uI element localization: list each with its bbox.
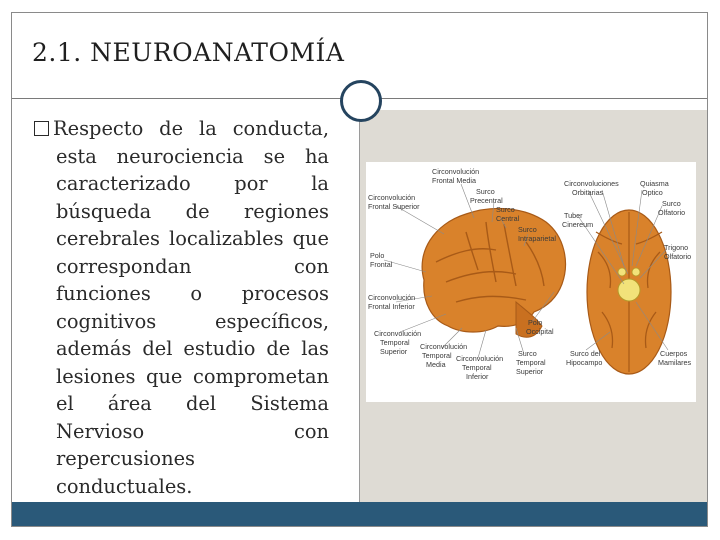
label-circ-temporal-superior: Circonvolución Temporal Superior — [374, 329, 422, 356]
brain-figure — [366, 162, 696, 402]
label-circ-frontal-media: Circonvolución Frontal Media — [432, 167, 480, 185]
label-surco-central: Surco Central — [496, 205, 520, 223]
bullet-paragraph — [34, 115, 329, 500]
slide-title: 2.1. NEUROANATOMÍA — [32, 38, 345, 67]
label-surco-temporal-superior: Surco Temporal Superior — [516, 349, 546, 376]
label-surco-intraparietal: Surco Intraparietal — [518, 225, 556, 243]
label-surco-hipocampo: Surco del Hipocampo — [566, 349, 603, 367]
label-tuber-cinereum: Tuber Cinereum — [562, 211, 594, 229]
label-circ-frontal-inferior: Circonvolución Frontal Inferior — [368, 293, 416, 311]
label-circ-temporal-inferior: Circonvolución Temporal Inferior — [456, 354, 504, 381]
label-trigono-olfatorio: Trigono Olfatorio — [664, 243, 692, 261]
bullet-text: Respecto de la conducta, esta neurociencia se ha caracterizado por la búsqueda de regiones cerebrales localizables que correspondan con funciones o procesos cognitivos específicos, además del estudio de las lesiones que comprometan el área del Sistema Nervioso con repercusiones conductuales. — [53, 117, 329, 498]
label-circ-frontal-superior: Circonvolución Frontal Superior — [368, 193, 420, 211]
lateral-brain-image — [422, 208, 565, 337]
brain-diagram — [366, 162, 696, 402]
label-cuerpos-mamilares: Cuerpos Mamilares — [658, 349, 692, 367]
label-quiasma-optico: Quiasma Optico — [640, 179, 669, 197]
label-circ-temporal-media: Circonvolución Temporal Media — [420, 342, 468, 369]
bottom-bar — [12, 502, 707, 526]
label-polo-frontal: Polo Frontal — [370, 251, 393, 269]
label-polo-occipital: Polo Occipital — [526, 318, 554, 336]
square-bullet-icon — [34, 121, 49, 136]
label-circ-orbitarias: Circonvoluciones Orbitarias — [564, 179, 619, 197]
circle-ornament-icon — [340, 80, 382, 122]
label-surco-precentral: Surco Precentral — [470, 187, 503, 205]
label-surco-olfatorio: Surco Olfatorio — [658, 199, 686, 217]
